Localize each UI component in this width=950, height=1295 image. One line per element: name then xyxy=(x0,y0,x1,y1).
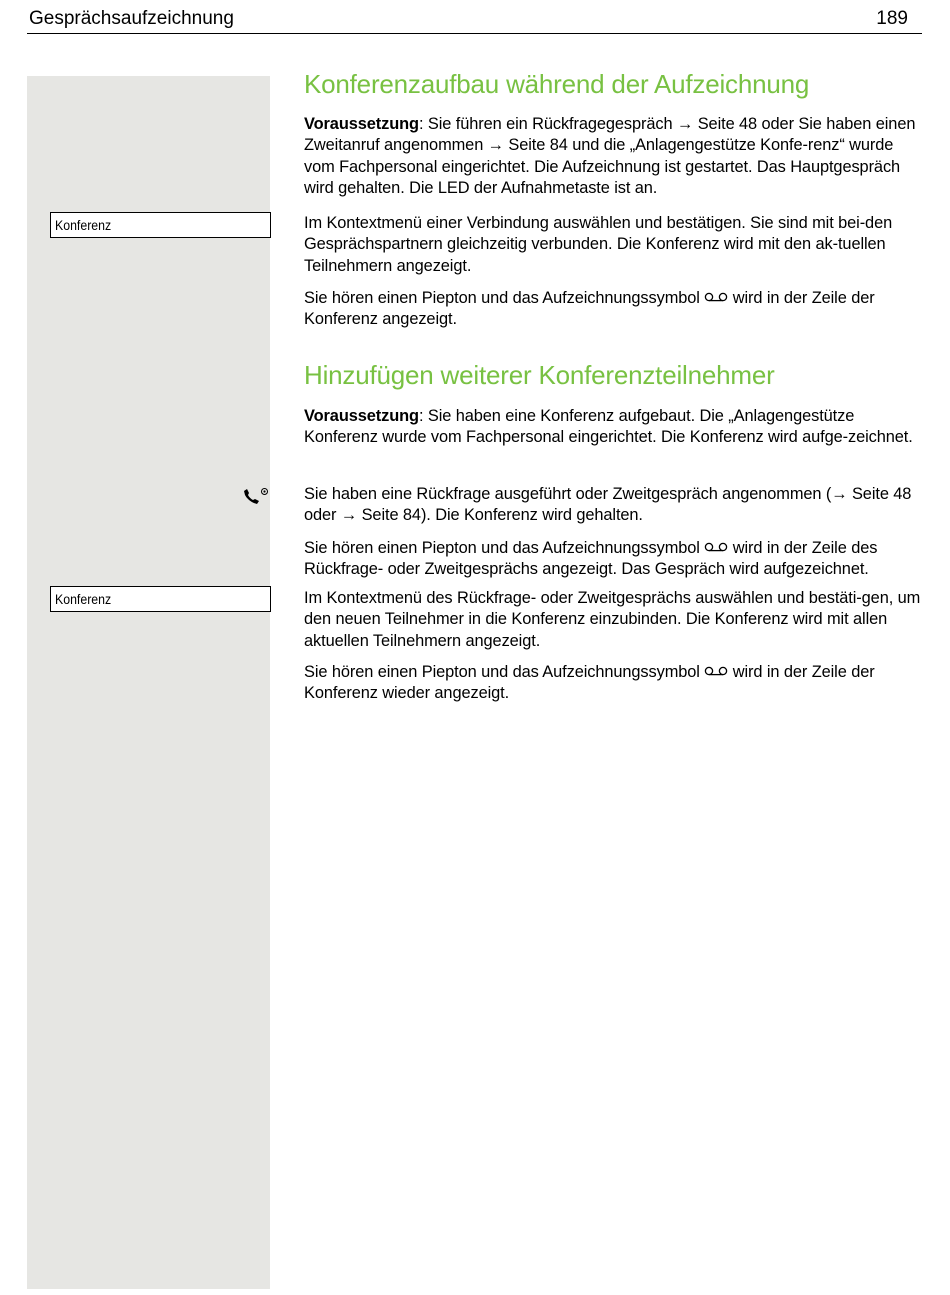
result-paragraph-1 xyxy=(304,288,924,331)
result-text-before: Sie hören einen Piepton und das Aufzeichnungssymbol xyxy=(304,289,705,307)
prerequisite-text: : Sie haben eine Konferenz aufgebaut. Die „Anlagengestütze Konferenz wurde vom Fachpersonal eingerichtet. Die Konferenz wird aufge-zeichnet. xyxy=(304,407,913,447)
prerequisite-text: : Sie führen ein Rückfragegespräch → Seite 48 oder Sie haben einen Zweitanruf angenommen → Seite 84 und die „Anlagengestütze Konfe-renz“ wurde vom Fachpersonal eingerichtet. Die Aufzeichnung ist gestartet. Das Hauptgespräch wird gehalten. Die LED der Aufnahmetaste ist an. xyxy=(304,115,916,197)
handset-icon xyxy=(242,485,270,507)
sidebar-column xyxy=(27,76,270,1289)
step-paragraph-2 xyxy=(304,484,924,527)
softkey-label: Konferenz xyxy=(55,217,112,233)
prerequisite-paragraph-2 xyxy=(304,406,924,449)
chapter-title: Gesprächsaufzeichnung xyxy=(29,8,234,29)
softkey-label: Konferenz xyxy=(55,591,112,607)
page-header xyxy=(27,6,922,34)
konferenz-softkey-1[interactable] xyxy=(50,212,271,238)
result-paragraph-2 xyxy=(304,538,924,581)
konferenz-softkey-2[interactable] xyxy=(50,586,271,612)
section-heading-2: Hinzufügen weiterer Konferenzteilnehmer xyxy=(304,360,775,390)
step-text: Im Kontextmenü des Rückfrage- oder Zweitgesprächs auswählen und bestäti-gen, um den neuen Teilnehmer in die Konferenz einzubinden. Die Konferenz wird mit allen aktuellen Teilnehmern angezeigt. xyxy=(304,589,921,650)
result-text-before: Sie hören einen Piepton und das Aufzeichnungssymbol xyxy=(304,663,705,681)
section-heading-1: Konferenzaufbau während der Aufzeichnung xyxy=(304,69,810,99)
prerequisite-label: Voraussetzung xyxy=(304,407,419,425)
recording-icon xyxy=(704,666,728,676)
result-text-after: wird in der Zeile der Konferenz angezeigt. xyxy=(304,289,875,329)
step-text: Sie haben eine Rückfrage ausgeführt oder Zweitgespräch angenommen (→ Seite 48 oder → Seite 84). Die Konferenz wird gehalten. xyxy=(304,485,912,525)
step-paragraph-3 xyxy=(304,588,924,652)
recording-icon xyxy=(704,292,728,302)
result-text-before: Sie hören einen Piepton und das Aufzeichnungssymbol xyxy=(304,539,705,557)
result-text-after: wird in der Zeile der Konferenz wieder angezeigt. xyxy=(304,663,875,703)
step-paragraph-1 xyxy=(304,213,924,277)
step-text: Im Kontextmenü einer Verbindung auswählen und bestätigen. Sie sind mit bei-den Gesprächspartnern gleichzeitig verbunden. Die Konferenz wird mit den ak-tuellen Teilnehmern angezeigt. xyxy=(304,214,893,275)
page-number: 189 xyxy=(876,8,908,29)
prerequisite-label: Voraussetzung xyxy=(304,115,419,133)
recording-icon xyxy=(704,542,728,552)
prerequisite-paragraph-1 xyxy=(304,114,924,199)
result-paragraph-3 xyxy=(304,662,924,705)
result-text-after: wird in der Zeile des Rückfrage- oder Zweitgesprächs angezeigt. Das Gespräch wird aufgezeichnet. xyxy=(304,539,878,579)
